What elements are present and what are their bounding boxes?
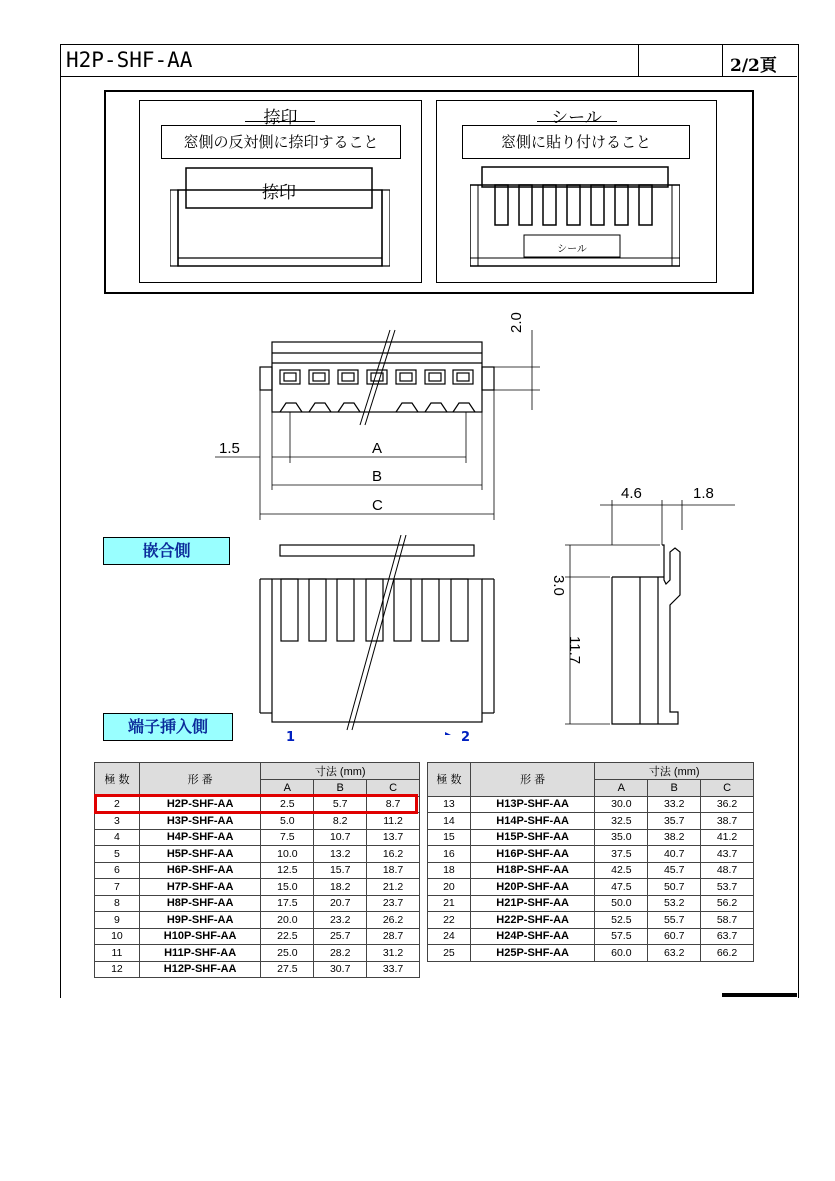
- dim-a-cell: 12.5: [261, 862, 314, 879]
- pole-count-cell: 14: [428, 813, 471, 830]
- model-cell: H10P-SHF-AA: [139, 928, 261, 945]
- pole-count-cell: 20: [428, 879, 471, 896]
- dim-b-cell: 45.7: [648, 862, 701, 879]
- dim-a-cell: 42.5: [595, 862, 648, 879]
- pin-end-label: 2: [461, 730, 471, 745]
- dim-a-cell: 15.0: [261, 879, 314, 896]
- dim-c-cell: 56.2: [701, 895, 754, 912]
- dim-c-cell: 26.2: [367, 912, 420, 929]
- model-cell: H13P-SHF-AA: [470, 796, 595, 813]
- pole-count-cell: 8: [95, 895, 140, 912]
- stamp-mark: 捺印: [262, 183, 296, 203]
- model-cell: H5P-SHF-AA: [139, 846, 261, 863]
- table-row: [95, 829, 420, 846]
- front-view-drawing: [255, 535, 500, 735]
- model-cell: H15P-SHF-AA: [470, 829, 595, 846]
- header-poles: 極 数: [428, 763, 471, 797]
- model-cell: H16P-SHF-AA: [470, 846, 595, 863]
- pole-count-cell: 4: [95, 829, 140, 846]
- top-view-drawing: [200, 325, 560, 525]
- table-row: [95, 879, 420, 896]
- header-model: 形 番: [470, 763, 595, 797]
- dim-c-cell: 66.2: [701, 945, 754, 962]
- pole-count-cell: 22: [428, 912, 471, 929]
- header-model: 形 番: [139, 763, 261, 797]
- pole-count-cell: 9: [95, 912, 140, 929]
- model-cell: H4P-SHF-AA: [139, 829, 261, 846]
- model-cell: H14P-SHF-AA: [470, 813, 595, 830]
- header-a: A: [595, 780, 648, 797]
- dim-c-cell: 16.2: [367, 846, 420, 863]
- table-row: [428, 928, 754, 945]
- dim-c-cell: 63.7: [701, 928, 754, 945]
- model-cell: H3P-SHF-AA: [139, 813, 261, 830]
- pole-count-cell: 16: [428, 846, 471, 863]
- dim-b-cell: 63.2: [648, 945, 701, 962]
- seal-title-underline: [537, 121, 617, 122]
- header-dims: 寸法 (mm): [261, 763, 420, 780]
- dim-a-cell: 52.5: [595, 912, 648, 929]
- dim-b-cell: 35.7: [648, 813, 701, 830]
- stamp-instruction: 窓側の反対側に捺印すること: [161, 125, 401, 159]
- dim-c-cell: 28.7: [367, 928, 420, 945]
- stamp-title-underline: [245, 121, 315, 122]
- pole-count-cell: 25: [428, 945, 471, 962]
- table-row: [428, 829, 754, 846]
- dim-b-label: B: [372, 468, 383, 485]
- model-cell: H18P-SHF-AA: [470, 862, 595, 879]
- dim-a-label: A: [372, 440, 383, 457]
- model-cell: H20P-SHF-AA: [470, 879, 595, 896]
- pole-count-cell: 5: [95, 846, 140, 863]
- selected-row-highlight: [94, 794, 418, 814]
- model-cell: H21P-SHF-AA: [470, 895, 595, 912]
- dim-b-cell: 50.7: [648, 879, 701, 896]
- table-row: [95, 961, 420, 978]
- header-b: B: [648, 780, 701, 797]
- dim-c-cell: 23.7: [367, 895, 420, 912]
- table-row: [95, 862, 420, 879]
- dim-b-cell: 53.2: [648, 895, 701, 912]
- dim-b-cell: 13.2: [314, 846, 367, 863]
- pole-count-cell: 7: [95, 879, 140, 896]
- dim-1-8-label: 1.8: [693, 485, 714, 502]
- dim-a-cell: 10.0: [261, 846, 314, 863]
- stamp-title: 捺印: [263, 108, 298, 128]
- seal-instruction: 窓側に貼り付けること: [462, 125, 690, 159]
- table-row: [428, 813, 754, 830]
- table-row: [95, 813, 420, 830]
- model-cell: H9P-SHF-AA: [139, 912, 261, 929]
- dim-a-cell: 60.0: [595, 945, 648, 962]
- insertion-side-badge: 端子挿入側: [103, 713, 233, 741]
- header-poles: 極 数: [95, 763, 140, 797]
- table-row: [95, 846, 420, 863]
- table-row: [95, 912, 420, 929]
- title-blank-cell: [638, 44, 723, 76]
- dim-a-cell: 32.5: [595, 813, 648, 830]
- pin-start-label: 1: [286, 730, 296, 745]
- dim-a-cell: 20.0: [261, 912, 314, 929]
- frame-corner-mark: [722, 993, 797, 997]
- dim-a-cell: 22.5: [261, 928, 314, 945]
- dim-c-cell: 31.2: [367, 945, 420, 962]
- dim-a-cell: 30.0: [595, 796, 648, 813]
- dim-4-6-label: 4.6: [621, 485, 642, 502]
- model-cell: H25P-SHF-AA: [470, 945, 595, 962]
- table-row: [95, 895, 420, 912]
- dim-a-cell: 5.0: [261, 813, 314, 830]
- dim-b-cell: 30.7: [314, 961, 367, 978]
- table-row: [428, 796, 754, 813]
- model-cell: H8P-SHF-AA: [139, 895, 261, 912]
- table-row: [95, 928, 420, 945]
- table-row: [428, 846, 754, 863]
- dim-1-5-label: 1.5: [219, 440, 240, 457]
- dim-b-cell: 18.2: [314, 879, 367, 896]
- document-title: H2P-SHF-AA: [66, 48, 193, 72]
- dim-c-cell: 48.7: [701, 862, 754, 879]
- dim-c-cell: 38.7: [701, 813, 754, 830]
- dim-a-cell: 17.5: [261, 895, 314, 912]
- dim-c-cell: 58.7: [701, 912, 754, 929]
- dim-c-label: C: [372, 497, 383, 514]
- dim-b-cell: 60.7: [648, 928, 701, 945]
- model-cell: H7P-SHF-AA: [139, 879, 261, 896]
- pole-count-cell: 3: [95, 813, 140, 830]
- pole-count-cell: 6: [95, 862, 140, 879]
- dim-a-cell: 25.0: [261, 945, 314, 962]
- model-cell: H2P-SHF-AA: [139, 796, 261, 813]
- dim-b-cell: 38.2: [648, 829, 701, 846]
- dim-3-0-label: 3.0: [550, 575, 567, 596]
- dim-c-cell: 21.2: [367, 879, 420, 896]
- table-row: [428, 945, 754, 962]
- dim-a-cell: 35.0: [595, 829, 648, 846]
- pole-count-cell: 11: [95, 945, 140, 962]
- pole-count-cell: 10: [95, 928, 140, 945]
- model-cell: H22P-SHF-AA: [470, 912, 595, 929]
- pole-count-cell: 15: [428, 829, 471, 846]
- dim-a-cell: 2.5: [261, 796, 314, 813]
- dim-c-cell: 33.7: [367, 961, 420, 978]
- dim-c-cell: 41.2: [701, 829, 754, 846]
- pole-count-cell: 24: [428, 928, 471, 945]
- table-row: [428, 879, 754, 896]
- dim-c-cell: 36.2: [701, 796, 754, 813]
- dim-b-cell: 15.7: [314, 862, 367, 879]
- dim-c-cell: 8.7: [367, 796, 420, 813]
- dim-a-cell: 37.5: [595, 846, 648, 863]
- dim-b-cell: 28.2: [314, 945, 367, 962]
- pole-count-cell: 13: [428, 796, 471, 813]
- model-cell: H12P-SHF-AA: [139, 961, 261, 978]
- dim-a-cell: 47.5: [595, 879, 648, 896]
- pole-count-cell: 21: [428, 895, 471, 912]
- header-c: C: [367, 780, 420, 797]
- pole-count-cell: 2: [95, 796, 140, 813]
- model-cell: H6P-SHF-AA: [139, 862, 261, 879]
- pole-count-cell: 18: [428, 862, 471, 879]
- dim-a-cell: 7.5: [261, 829, 314, 846]
- table-row: [95, 945, 420, 962]
- dim-c-cell: 13.7: [367, 829, 420, 846]
- dim-b-cell: 23.2: [314, 912, 367, 929]
- dim-b-cell: 25.7: [314, 928, 367, 945]
- header-dims: 寸法 (mm): [595, 763, 754, 780]
- table-row: [428, 862, 754, 879]
- side-view-drawing: [560, 490, 760, 730]
- header-a: A: [261, 780, 314, 797]
- dim-a-cell: 27.5: [261, 961, 314, 978]
- table-row: [428, 895, 754, 912]
- pole-count-cell: 12: [95, 961, 140, 978]
- dim-a-cell: 50.0: [595, 895, 648, 912]
- table-row: [428, 912, 754, 929]
- dim-b-cell: 55.7: [648, 912, 701, 929]
- page-number: 2/2頁: [730, 56, 777, 76]
- dim-c-cell: 11.2: [367, 813, 420, 830]
- seal-mark: シール: [557, 244, 587, 255]
- dim-2-0-label: 2.0: [508, 312, 525, 333]
- dim-b-cell: 8.2: [314, 813, 367, 830]
- dim-b-cell: 5.7: [314, 796, 367, 813]
- seal-title: シール: [551, 108, 602, 128]
- model-cell: H11P-SHF-AA: [139, 945, 261, 962]
- dim-c-cell: 43.7: [701, 846, 754, 863]
- dim-b-cell: 33.2: [648, 796, 701, 813]
- mating-side-badge: 嵌合側: [103, 537, 230, 565]
- model-cell: H24P-SHF-AA: [470, 928, 595, 945]
- dim-b-cell: 10.7: [314, 829, 367, 846]
- dim-b-cell: 20.7: [314, 895, 367, 912]
- dim-a-cell: 57.5: [595, 928, 648, 945]
- header-c: C: [701, 780, 754, 797]
- dim-c-cell: 53.7: [701, 879, 754, 896]
- dim-b-cell: 40.7: [648, 846, 701, 863]
- dim-c-cell: 18.7: [367, 862, 420, 879]
- header-b: B: [314, 780, 367, 797]
- dim-11-7-label: 11.7: [566, 636, 583, 665]
- spec-table-right: [427, 762, 754, 962]
